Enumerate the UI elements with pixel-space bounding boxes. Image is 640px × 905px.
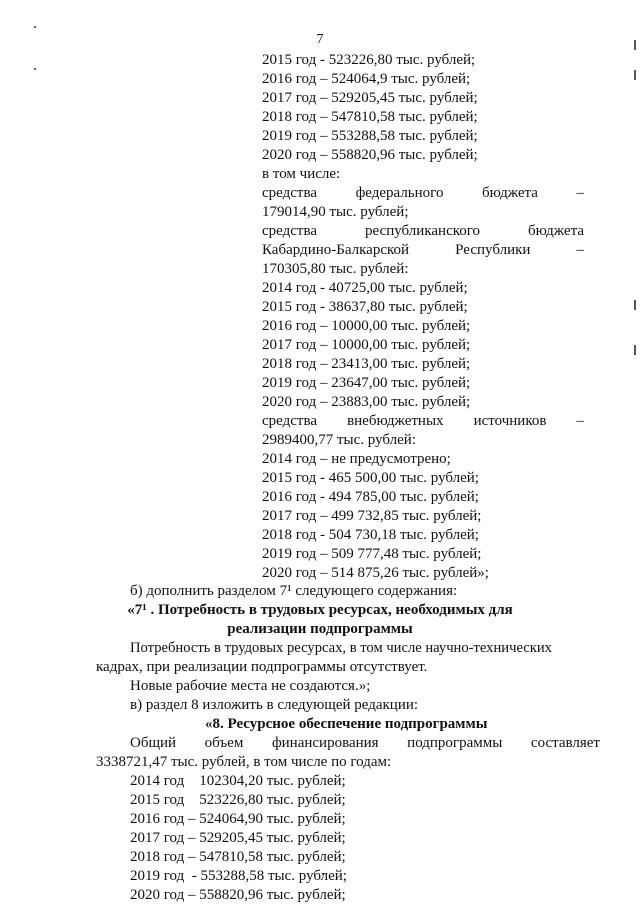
word: Общий — [130, 735, 177, 751]
word: финансирования — [271, 735, 379, 751]
word: республиканского — [365, 223, 481, 239]
year-line: 2019 год – 553288,58 тыс. рублей; — [262, 128, 478, 144]
republic-year-line: 2014 год - 40725,00 тыс. рублей; — [262, 280, 468, 296]
word: федерального — [355, 185, 444, 201]
word: внебюджетных — [347, 413, 444, 429]
scan-edge-mark — [634, 300, 636, 310]
section7-title-line-2: реализации подпрограммы — [227, 621, 413, 637]
item-b: б) дополнить разделом 7¹ следующего содержания: — [130, 583, 458, 599]
republic-amount: 170305,80 тыс. рублей: — [262, 261, 409, 277]
word: бюджета — [528, 223, 584, 239]
section7-paragraph-line-3: Новые рабочие места не создаются.»; — [130, 678, 371, 694]
in-that-number: в том числе: — [262, 166, 341, 182]
section8-year-line: 2019 год - 553288,58 тыс. рублей; — [130, 868, 347, 884]
page-number: 7 — [316, 32, 324, 47]
word: подпрограммы — [407, 735, 503, 751]
section7-title-line-1: «7¹ . Потребность в трудовых ресурсах, необходимых для — [127, 602, 513, 618]
scan-speck — [34, 26, 36, 28]
republic-year-line: 2020 год – 23883,00 тыс. рублей; — [262, 394, 471, 410]
section8-year-line: 2016 год – 524064,90 тыс. рублей; — [130, 811, 346, 827]
scan-edge-mark — [634, 70, 636, 80]
extrabudget-year-line: 2017 год – 499 732,85 тыс. рублей; — [262, 508, 482, 524]
republic-year-line: 2015 год - 38637,80 тыс. рублей; — [262, 299, 468, 315]
extrabudget-line — [262, 412, 584, 430]
word: средства — [262, 185, 318, 201]
extrabudget-year-line: 2016 год - 494 785,00 тыс. рублей; — [262, 489, 479, 505]
word: – — [576, 242, 584, 258]
word: Кабардино-Балкарской — [262, 242, 410, 258]
republic-budget-line-1 — [262, 222, 584, 240]
section8-intro-line — [130, 734, 600, 752]
word: средства — [262, 413, 318, 429]
section8-year-line: 2020 год – 558820,96 тыс. рублей; — [130, 887, 346, 903]
year-line: 2016 год – 524064,9 тыс. рублей; — [262, 71, 471, 87]
extrabudget-year-line: 2014 год – не предусмотрено; — [262, 451, 451, 467]
section8-year-line: 2017 год – 529205,45 тыс. рублей; — [130, 830, 346, 846]
word: источников — [473, 413, 547, 429]
word: средства — [262, 223, 318, 239]
section7-paragraph-line-1: Потребность в трудовых ресурсах, в том числе научно-технических — [130, 640, 552, 656]
year-line: 2015 год - 523226,80 тыс. рублей; — [262, 52, 476, 68]
word: объем — [204, 735, 244, 751]
extrabudget-year-line: 2015 год - 465 500,00 тыс. рублей; — [262, 470, 479, 486]
extrabudget-year-line: 2019 год – 509 777,48 тыс. рублей; — [262, 546, 482, 562]
republic-budget-line-2 — [262, 241, 584, 259]
republic-year-line: 2016 год – 10000,00 тыс. рублей; — [262, 318, 471, 334]
year-line: 2018 год – 547810,58 тыс. рублей; — [262, 109, 478, 125]
scan-speck — [34, 68, 36, 70]
word: Республики — [455, 242, 531, 258]
section8-year-line: 2015 год 523226,80 тыс. рублей; — [130, 792, 346, 808]
word: – — [576, 413, 584, 429]
section7-paragraph-line-2: кадрах, при реализации подпрограммы отсутствует. — [96, 659, 428, 675]
extrabudget-year-line: 2018 год - 504 730,18 тыс. рублей; — [262, 527, 479, 543]
word: составляет — [530, 735, 600, 751]
republic-year-line: 2019 год – 23647,00 тыс. рублей; — [262, 375, 471, 391]
republic-year-line: 2018 год – 23413,00 тыс. рублей; — [262, 356, 471, 372]
federal-amount: 179014,90 тыс. рублей; — [262, 204, 409, 220]
extrabudget-amount: 2989400,77 тыс. рублей: — [262, 432, 416, 448]
scan-edge-mark — [634, 40, 636, 50]
republic-year-line: 2017 год – 10000,00 тыс. рублей; — [262, 337, 471, 353]
item-v: в) раздел 8 изложить в следующей редакции: — [130, 697, 419, 713]
section8-title: «8. Ресурсное обеспечение подпрограммы — [205, 716, 488, 732]
year-line: 2017 год – 529205,45 тыс. рублей; — [262, 90, 478, 106]
section8-year-line: 2014 год 102304,20 тыс. рублей; — [130, 773, 346, 789]
scan-edge-mark — [634, 345, 636, 355]
word: бюджета — [482, 185, 538, 201]
extrabudget-year-line: 2020 год – 514 875,26 тыс. рублей»; — [262, 565, 489, 581]
word: – — [576, 185, 584, 201]
year-line: 2020 год – 558820,96 тыс. рублей; — [262, 147, 478, 163]
section8-year-line: 2018 год – 547810,58 тыс. рублей; — [130, 849, 346, 865]
section8-total: 3338721,47 тыс. рублей, в том числе по годам: — [96, 754, 392, 770]
federal-budget-line — [262, 184, 584, 202]
